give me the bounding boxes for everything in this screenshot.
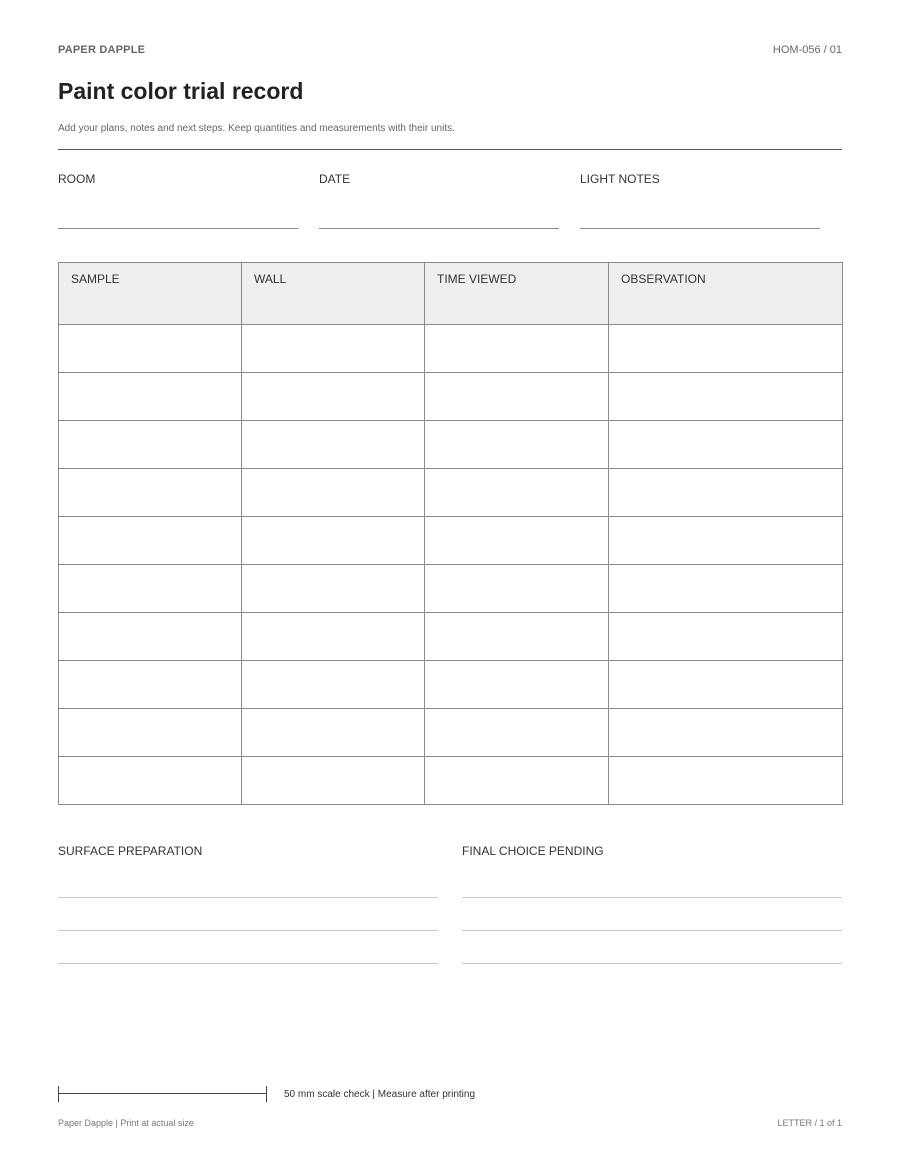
final-choice-section (462, 844, 842, 858)
surface-preparation-line[interactable] (58, 897, 438, 898)
table-row (59, 421, 843, 469)
cell-time-viewed[interactable] (425, 373, 609, 421)
cell-sample[interactable] (59, 709, 242, 757)
cell-sample[interactable] (59, 421, 242, 469)
final-choice-line[interactable] (462, 930, 842, 931)
scale-check-bar (58, 1086, 267, 1102)
page-title: Paint color trial record (58, 78, 304, 104)
cell-observation[interactable] (609, 325, 843, 373)
cell-sample[interactable] (59, 373, 242, 421)
cell-wall[interactable] (242, 613, 425, 661)
scale-line (58, 1093, 267, 1094)
cell-observation[interactable] (609, 613, 843, 661)
cell-observation[interactable] (609, 469, 843, 517)
cell-time-viewed[interactable] (425, 661, 609, 709)
trial-log-table (58, 262, 843, 805)
date-write-line[interactable] (319, 228, 559, 229)
cell-wall[interactable] (242, 325, 425, 373)
table-body (59, 325, 843, 805)
table-row (59, 517, 843, 565)
page-subtitle: Add your plans, notes and next steps. Keep quantities and measurements with their units. (58, 123, 455, 134)
cell-wall[interactable] (242, 757, 425, 805)
room-field[interactable] (58, 172, 298, 186)
cell-sample[interactable] (59, 613, 242, 661)
light-notes-field[interactable] (580, 172, 820, 186)
cell-time-viewed[interactable] (425, 757, 609, 805)
table-row (59, 613, 843, 661)
column-header-wall: WALL (242, 263, 425, 325)
room-label: ROOM (58, 172, 96, 186)
surface-preparation-line[interactable] (58, 963, 438, 964)
cell-wall[interactable] (242, 709, 425, 757)
cell-time-viewed[interactable] (425, 325, 609, 373)
table-header-row (59, 263, 843, 325)
cell-observation[interactable] (609, 373, 843, 421)
table-row (59, 469, 843, 517)
cell-sample[interactable] (59, 565, 242, 613)
cell-sample[interactable] (59, 325, 242, 373)
cell-sample[interactable] (59, 757, 242, 805)
table-row (59, 661, 843, 709)
column-header-observation: OBSERVATION (609, 263, 843, 325)
date-field[interactable] (319, 172, 559, 186)
final-choice-line[interactable] (462, 963, 842, 964)
title-divider (58, 149, 842, 150)
document-code: HOM-056 / 01 (772, 44, 842, 56)
scale-check-label: 50 mm scale check | Measure after printing (284, 1089, 476, 1100)
final-choice-label: FINAL CHOICE PENDING (462, 844, 604, 858)
cell-wall[interactable] (242, 517, 425, 565)
cell-wall[interactable] (242, 565, 425, 613)
cell-time-viewed[interactable] (425, 517, 609, 565)
cell-wall[interactable] (242, 421, 425, 469)
footer-page-info: LETTER / 1 of 1 (777, 1118, 842, 1128)
table-row (59, 325, 843, 373)
scale-tick-left (58, 1086, 59, 1102)
cell-observation[interactable] (609, 517, 843, 565)
surface-preparation-label: SURFACE PREPARATION (58, 844, 203, 858)
cell-sample[interactable] (59, 661, 242, 709)
light-notes-write-line[interactable] (580, 228, 820, 229)
table-row (59, 565, 843, 613)
cell-observation[interactable] (609, 421, 843, 469)
cell-sample[interactable] (59, 517, 242, 565)
cell-time-viewed[interactable] (425, 421, 609, 469)
cell-time-viewed[interactable] (425, 565, 609, 613)
column-header-time-viewed: TIME VIEWED (425, 263, 609, 325)
cell-sample[interactable] (59, 469, 242, 517)
cell-observation[interactable] (609, 565, 843, 613)
cell-observation[interactable] (609, 661, 843, 709)
cell-observation[interactable] (609, 709, 843, 757)
surface-preparation-line[interactable] (58, 930, 438, 931)
cell-observation[interactable] (609, 757, 843, 805)
footer-left: Paper Dapple | Print at actual size (58, 1118, 194, 1128)
table-row (59, 757, 843, 805)
cell-wall[interactable] (242, 373, 425, 421)
scale-tick-right (266, 1086, 267, 1102)
column-header-sample: SAMPLE (59, 263, 242, 325)
cell-time-viewed[interactable] (425, 469, 609, 517)
cell-time-viewed[interactable] (425, 709, 609, 757)
final-choice-line[interactable] (462, 897, 842, 898)
table-row (59, 709, 843, 757)
table-row (59, 373, 843, 421)
room-write-line[interactable] (58, 228, 298, 229)
date-label: DATE (319, 172, 351, 186)
surface-preparation-section (58, 844, 438, 858)
cell-time-viewed[interactable] (425, 613, 609, 661)
brand-name: PAPER DAPPLE (58, 44, 146, 56)
light-notes-label: LIGHT NOTES (580, 172, 660, 186)
cell-wall[interactable] (242, 661, 425, 709)
cell-wall[interactable] (242, 469, 425, 517)
